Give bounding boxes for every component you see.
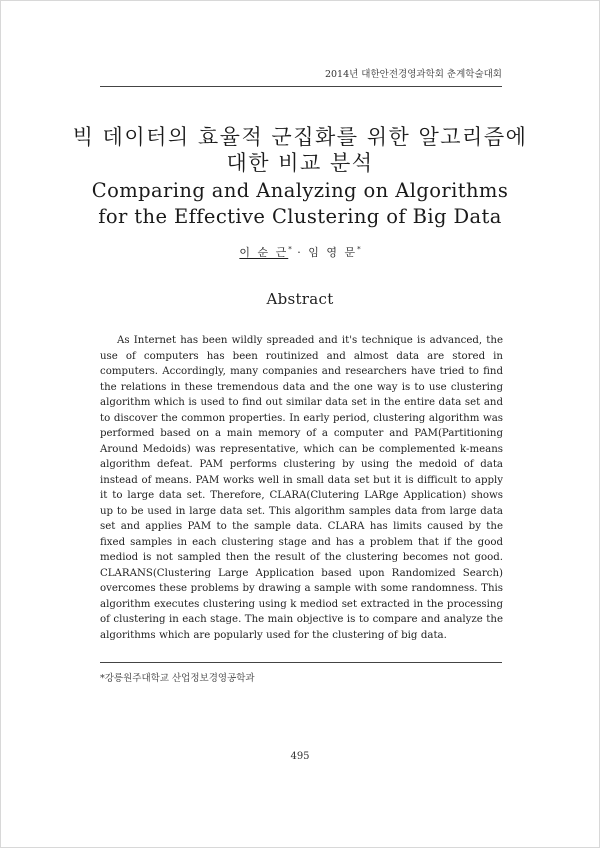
title-korean-line-1: 빅 데이터의 효율적 군집화를 위한 알고리즘에	[72, 125, 528, 149]
author-name: 이 순 근	[239, 246, 289, 259]
header-rule	[100, 86, 502, 87]
abstract-heading: Abstract	[266, 290, 334, 308]
footnote-rule	[100, 662, 502, 663]
abstract-body: As Internet has been wildly spreaded and it's technique is advanced, the use of computers has been routinized and almost data are stored in computers. Accordingly, many companies and researchers have tried to find the relations in these tremendous data and the one way is to use clustering algorithm which is used to find out similar data set in the entire data set and to discover the common properties. In early period, clustering algorithm was performed based on a main memory of a computer and PAM(Partitioning Around Medoids) was representative, which can be complemented k-means algorithm defeat. PAM performs clustering by using the medoid of data instead of means. PAM works well in small data set but it is difficult to apply it to large data set. Therefore, CLARA(Clutering LARge Application) shows up to be used in large data set. This algorithm samples data from large data set and applies PAM to the sample data. CLARA has limits caused by the fixed samples in each clustering stage and has a problem that if the good mediod is not sampled then the result of the clustering becomes not good. CLARANS(Clustering Large Application based upon Randomized Search) overcomes these problems by drawing a sample with some randomness. This algorithm executes clustering using k mediod set extracted in the processing of clustering in each stage. The main objective is to compare and analyze the algorithms which are popularly used for the clustering of big data.	[100, 335, 503, 641]
title-korean-line-2: 대한 비교 분석	[226, 151, 374, 175]
author-separator: ·	[291, 246, 309, 259]
author-name: 임 영 문	[308, 246, 358, 259]
page-number: 495	[290, 751, 310, 762]
running-header: 2014년 대한안전경영과학회 춘계학술대회	[324, 69, 502, 80]
affiliation-mark: *	[288, 245, 292, 254]
author-line	[0, 244, 600, 260]
affiliation-footnote: *강릉원주대학교 산업정보경영공학과	[100, 673, 255, 684]
title-english-line-1: Comparing and Analyzing on Algorithms	[91, 179, 509, 202]
affiliation-mark: *	[357, 245, 361, 254]
title-block	[60, 124, 540, 230]
title-english-line-2: for the Effective Clustering of Big Data	[98, 205, 502, 228]
